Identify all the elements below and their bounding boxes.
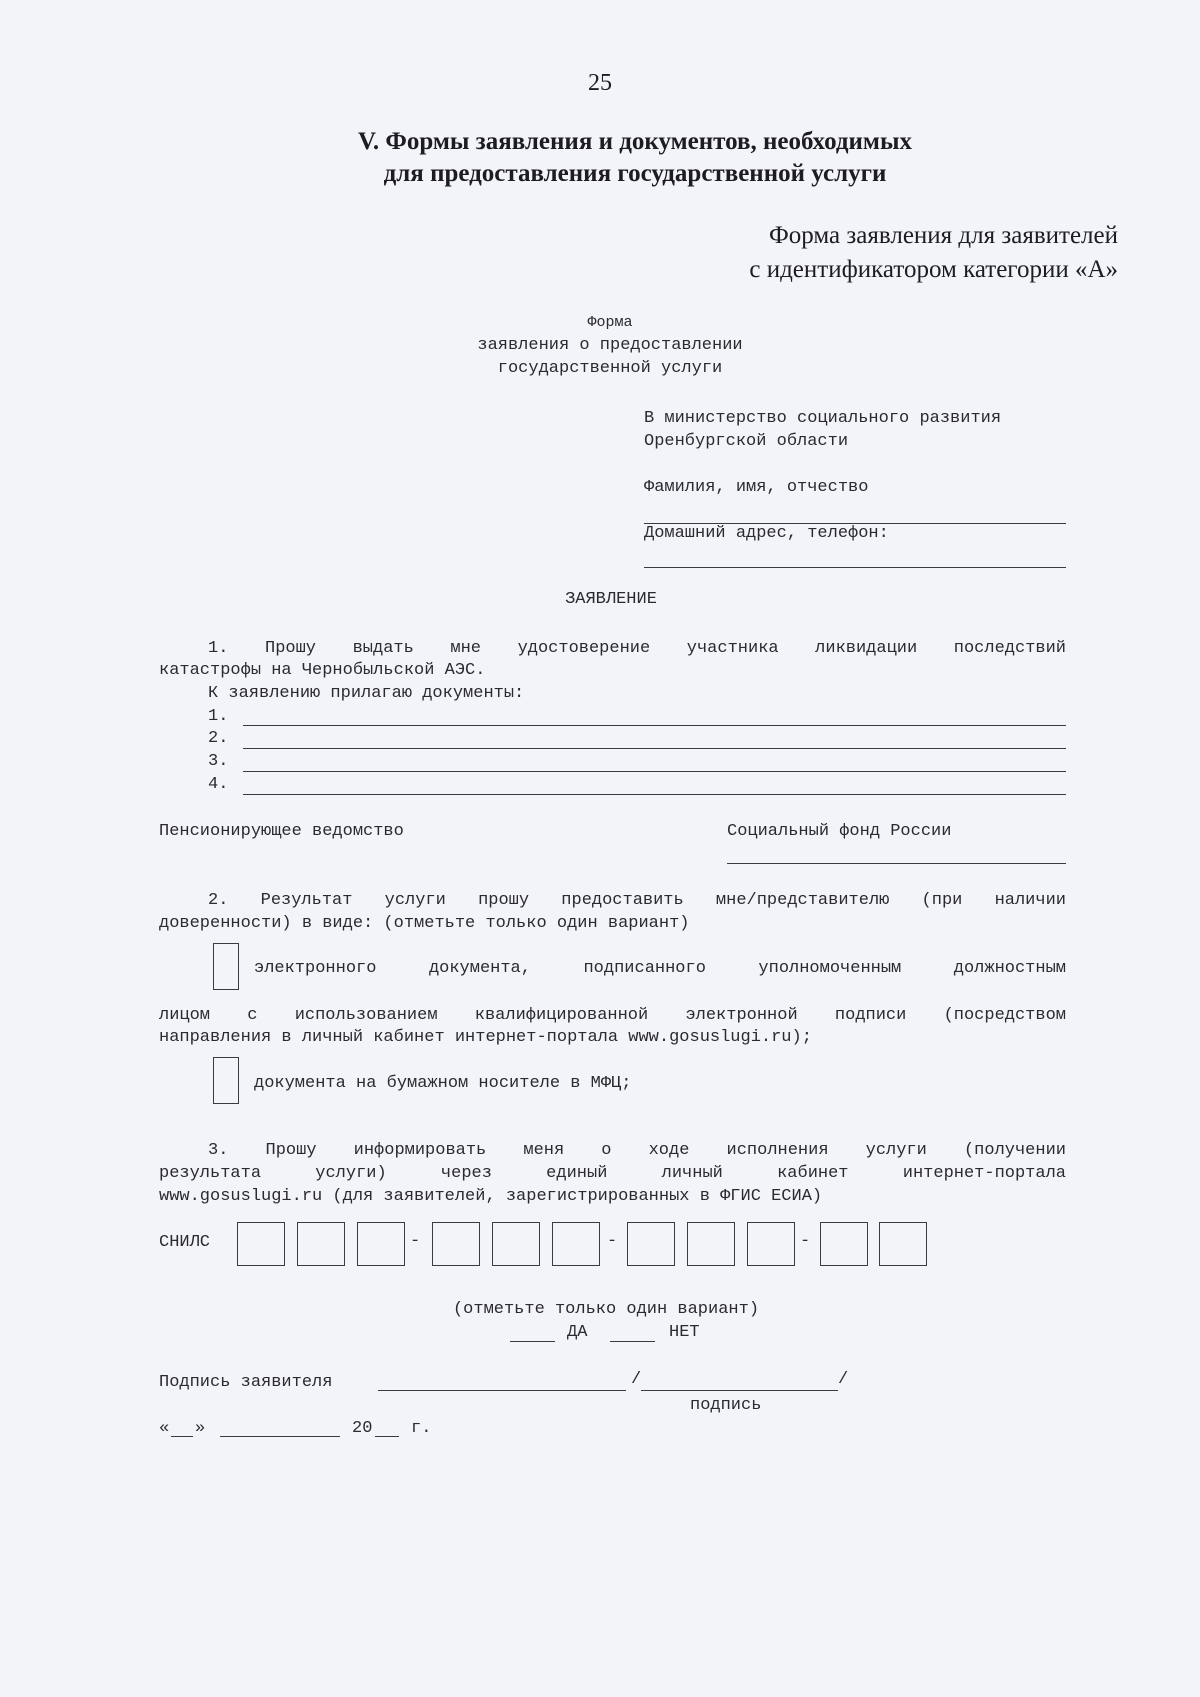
attachment-number-4: 4. [208, 775, 229, 794]
attachment-number-1: 1. [208, 707, 229, 726]
option-electronic-line1: электронного документа, подписанного уполномоченным должностным [254, 959, 1066, 978]
form-heading-line3: государственной услуги [497, 359, 723, 378]
page-number: 25 [588, 70, 612, 96]
form-heading-line2: заявления о предоставлении [477, 336, 743, 355]
addressee-line1: В министерство социального развития [644, 409, 1002, 428]
attachment-line-4 [243, 794, 1066, 795]
snils-digit-box[interactable] [552, 1222, 600, 1266]
choose-one-note: (отметьте только один вариант) [452, 1300, 760, 1319]
snils-label: СНИЛС [159, 1233, 211, 1252]
item1-line2: катастрофы на Чернобыльской АЭС. [159, 661, 486, 680]
attachment-line-1 [243, 725, 1066, 726]
date-open-quote: « [159, 1419, 170, 1438]
signature-caption: подпись [690, 1396, 762, 1415]
signature-slash: / [838, 1370, 849, 1389]
snils-separator: - [607, 1232, 618, 1251]
snils-digit-box[interactable] [687, 1222, 735, 1266]
form-caption-line1: Форма заявления для заявителей [769, 222, 1118, 249]
signature-line[interactable] [641, 1390, 838, 1391]
item3-line3: www.gosuslugi.ru (для заявителей, зарегистрированных в ФГИС ЕСИА) [159, 1187, 823, 1206]
date-day-line[interactable] [171, 1436, 193, 1437]
snils-digit-box[interactable] [432, 1222, 480, 1266]
option-paper-label: документа на бумажном носителе в МФЦ; [254, 1074, 632, 1093]
attachment-number-3: 3. [208, 752, 229, 771]
snils-digit-box[interactable] [879, 1222, 927, 1266]
statement-title: ЗАЯВЛЕНИЕ [565, 590, 657, 609]
pension-agency-line [727, 863, 1066, 864]
address-line [644, 567, 1066, 568]
item3-line1: 3. Прошу информировать меня о ходе исполнения услуги (получении [208, 1141, 1066, 1160]
snils-digit-box[interactable] [297, 1222, 345, 1266]
pension-agency-value: Социальный фонд России [727, 822, 952, 841]
date-year-prefix: 20 [352, 1419, 373, 1438]
snils-separator: - [410, 1232, 421, 1251]
signature-label: Подпись заявителя [159, 1373, 333, 1392]
attachments-label: К заявлению прилагаю документы: [208, 684, 525, 703]
form-heading-line1: Форма [587, 314, 633, 331]
signature-slash: / [631, 1370, 642, 1389]
snils-digit-box[interactable] [747, 1222, 795, 1266]
no-mark-line[interactable] [610, 1341, 655, 1342]
date-close-quote: » [195, 1419, 206, 1438]
attachment-line-3 [243, 771, 1066, 772]
snils-separator: - [800, 1232, 811, 1251]
snils-digit-box[interactable] [627, 1222, 675, 1266]
signature-name-line[interactable] [378, 1390, 626, 1391]
option-electronic-line2: лицом с использованием квалифицированной электронной подписи (посредством [159, 1006, 1066, 1025]
option-electronic-line3: направления в личный кабинет интернет-портала www.gosuslugi.ru); [159, 1028, 812, 1047]
item3-line2: результата услуги) через единый личный кабинет интернет-портала [159, 1164, 1066, 1183]
attachment-number-2: 2. [208, 729, 229, 748]
date-year-suffix: г. [411, 1419, 432, 1438]
snils-digit-box[interactable] [820, 1222, 868, 1266]
item2-line2: доверенности) в виде: (отметьте только один вариант) [159, 914, 690, 933]
date-year-line[interactable] [375, 1436, 399, 1437]
yes-label: ДА [567, 1323, 588, 1342]
addressee-line2: Оренбургской области [644, 432, 849, 451]
snils-digit-box[interactable] [492, 1222, 540, 1266]
no-label: НЕТ [669, 1323, 700, 1342]
snils-digit-box[interactable] [237, 1222, 285, 1266]
full-name-label: Фамилия, имя, отчество [644, 478, 869, 497]
form-caption-line2: с идентификатором категории «А» [749, 256, 1118, 283]
item1-line1: 1. Прошу выдать мне удостоверение участника ликвидации последствий [208, 639, 1066, 658]
section-title-line1: V. Формы заявления и документов, необходимых [358, 128, 912, 155]
option-electronic-checkbox[interactable] [213, 943, 239, 990]
address-label: Домашний адрес, телефон: [644, 524, 889, 543]
pension-agency-label: Пенсионирующее ведомство [159, 822, 404, 841]
item2-line1: 2. Результат услуги прошу предоставить мне/представителю (при наличии [208, 891, 1066, 910]
date-month-line[interactable] [220, 1436, 340, 1437]
option-paper-checkbox[interactable] [213, 1057, 239, 1104]
snils-digit-box[interactable] [357, 1222, 405, 1266]
attachment-line-2 [243, 748, 1066, 749]
yes-mark-line[interactable] [510, 1341, 555, 1342]
section-title-line2: для предоставления государственной услуги [383, 160, 887, 187]
